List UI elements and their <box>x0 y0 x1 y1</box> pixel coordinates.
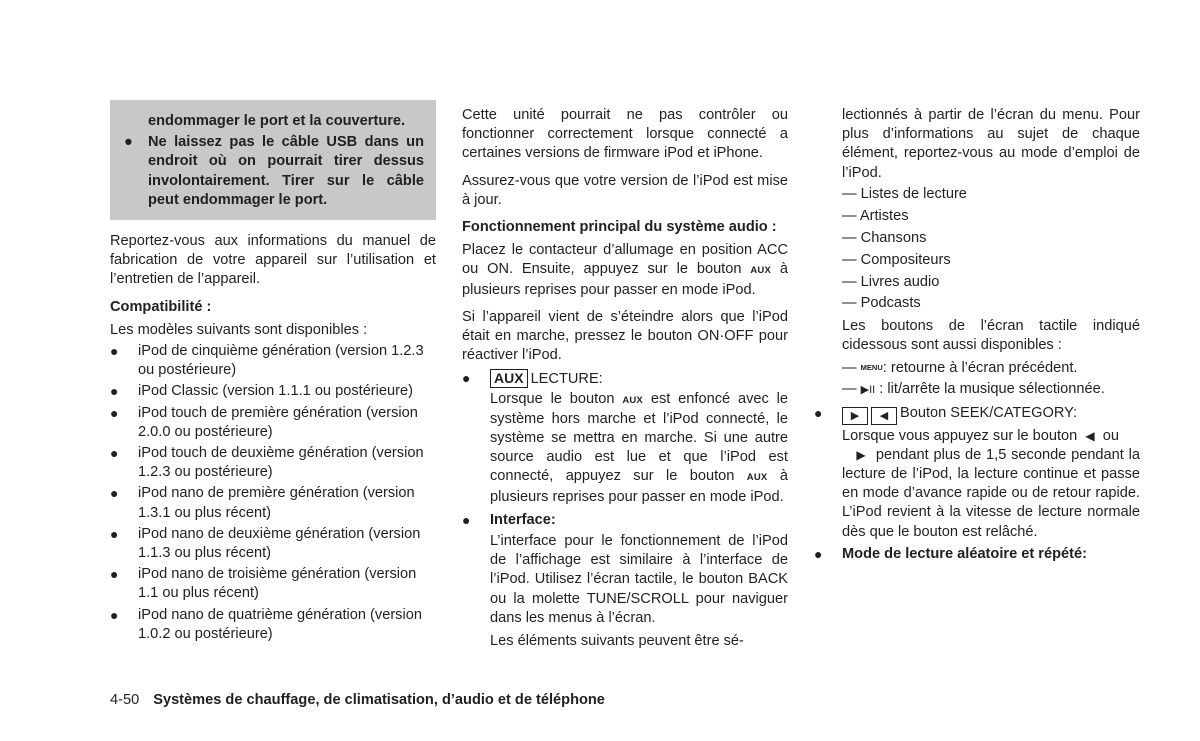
model-text: iPod nano de deuxième génération (version 1.1.3 ou plus récent) <box>138 525 421 562</box>
aux-icon: AUX <box>746 472 768 484</box>
lecture-text <box>462 390 788 507</box>
bullet-icon: ● <box>110 343 119 360</box>
ignition-text-b: à plusieurs reprises pour passer en mode iPod. <box>462 261 788 298</box>
compat-intro: Les modèles suivants sont disponibles : <box>110 321 368 338</box>
interface-item <box>462 511 788 530</box>
play-pause-icon: ▶II <box>860 384 876 397</box>
dash-icon: — <box>842 186 857 203</box>
bullet-icon: ● <box>110 404 119 421</box>
menu-item-text: Podcasts <box>860 295 921 312</box>
lecture-text-c: à plusieurs reprises pour passer en mode iPod. <box>490 468 789 505</box>
aux-icon: AUX <box>622 394 643 406</box>
menu-paragraph: lectionnés à partir de l’écran du menu. Pour plus d’informations au sujet de chaque élément, reportez-vous au mode d’emploi de l’iPod. <box>842 107 1140 181</box>
right-arrow-icon: ▶ <box>856 447 867 462</box>
page-number: 4-50 <box>110 692 140 708</box>
model-text: iPod touch de première génération (version 2.0.0 ou postérieure) <box>138 404 418 440</box>
play-button-line <box>814 380 1140 400</box>
audio-heading: Fonctionnement principal du système audio : <box>462 219 777 236</box>
dash-icon: — <box>842 230 857 246</box>
dash-icon: — <box>842 295 857 312</box>
list-item <box>842 229 1140 248</box>
seek-label: Bouton SEEK/CATEGORY: <box>900 404 1078 421</box>
seek-item <box>814 404 1140 425</box>
compat-heading: Compatibilité : <box>110 298 212 315</box>
column-3 <box>814 106 1140 564</box>
bullet-icon: ● <box>110 606 119 623</box>
menu-button-text: : retourne à l’écran précédent. <box>882 359 1078 376</box>
column-2 <box>462 106 788 651</box>
model-text: iPod nano de troisième génération (version 1.1 ou plus récent) <box>138 566 417 602</box>
warning-continuation: endommager le port et la couverture. <box>148 113 406 129</box>
model-text: iPod nano de première génération (version 1.3.1 ou plus récent) <box>138 485 415 521</box>
update-paragraph: Assurez-vous que votre version de l’iPod est mise à jour. <box>462 172 788 208</box>
seek-text-a: Lorsque vous appuyez sur le bouton <box>842 427 1078 444</box>
bullet-icon: ● <box>110 445 119 462</box>
menu-list <box>814 185 1140 313</box>
interface-heading: Interface: <box>490 511 556 528</box>
model-list <box>110 342 436 644</box>
bullet-icon: ● <box>462 511 471 528</box>
menu-item-text: Compositeurs <box>860 251 951 268</box>
seek-text-b: pendant plus de 1,5 seconde pendant la lecture de l’iPod, la lecture continue et passe en mode d’avance rapide ou de retour rapide. L’iPod revient à la vitesse de lecture normale dès que le bouton est relâché. <box>842 446 1140 540</box>
seek-text <box>814 427 1140 542</box>
bullet-icon: ● <box>814 545 823 562</box>
interface-text: L’interface pour le fonctionnement de l’iPod de l’affichage est similaire à l’interface de l’iPod. Utilisez l’écran tactile, le bouton BACK ou la molette TUNE/SCROLL pour naviguer dans les menus à l’écran. <box>490 533 788 626</box>
lecture-item <box>462 369 788 389</box>
menu-item-text: Artistes <box>859 208 909 225</box>
random-item <box>814 545 1140 564</box>
list-item <box>110 444 436 482</box>
seek-ou: ou <box>1102 427 1119 444</box>
menu-item-text: Chansons <box>860 230 927 246</box>
column-1 <box>110 100 436 644</box>
list-item <box>842 294 1140 313</box>
list-item <box>110 342 436 380</box>
model-text: iPod Classic (version 1.1.1 ou postérieure) <box>138 383 413 400</box>
bullet-icon: ● <box>814 404 823 421</box>
bullet-icon: ● <box>110 525 119 542</box>
lecture-text-a: Lorsque le bouton <box>490 390 615 407</box>
warning-box <box>110 100 436 220</box>
left-arrow-icon: ◀ <box>1085 428 1095 443</box>
seek-forward-icon: ▶ <box>842 407 868 425</box>
menu-button-line <box>814 358 1140 378</box>
firmware-paragraph: Cette unité pourrait ne pas contrôler ou fonctionner correctement lorsque connecté a certaines versions de firmware iPod et iPhone. <box>462 107 788 162</box>
touch-intro: Les boutons de l’écran tactile indiqué cidessous sont aussi disponibles : <box>842 317 1140 353</box>
model-text: iPod touch de deuxième génération (version 1.2.3 ou postérieure) <box>138 445 424 481</box>
list-item <box>110 382 436 401</box>
dash-icon: — <box>842 381 857 398</box>
reactivate-paragraph: Si l’appareil vient de s’éteindre alors que l’iPod était en marche, pressez le bouton ON·OFF pour réactiver l’iPod. <box>462 308 788 364</box>
dash-icon: — <box>842 359 857 376</box>
dash-icon: — <box>842 251 857 268</box>
footer-title: Systèmes de chauffage, de climatisation, d’audio et de téléphone <box>153 692 605 708</box>
menu-item-text: Listes de lecture <box>860 186 967 203</box>
aux-button-icon: AUX <box>490 369 528 388</box>
bullet-icon: ● <box>124 134 133 151</box>
dash-icon: — <box>842 273 857 290</box>
list-item <box>842 273 1140 292</box>
play-button-text: : lit/arrête la musique sélectionnée. <box>879 381 1105 398</box>
list-item <box>842 207 1140 226</box>
warning-bullet <box>122 133 424 210</box>
menu-item-text: Livres audio <box>860 273 940 290</box>
model-text: iPod de cinquième génération (version 1.2.3 ou postérieure) <box>138 343 424 379</box>
list-item <box>110 606 436 644</box>
warning-bullet-text: Ne laissez pas le câble USB dans un endroit où on pourrait tirer dessus involontairement. Tirer sur le câble peut endommager le port. <box>148 134 424 208</box>
model-text: iPod nano de quatrième génération (version 1.0.2 ou postérieure) <box>138 606 422 642</box>
ignition-text-a: Placez le contacteur d’allumage en position ACC ou ON. Ensuite, appuyez sur le bouton <box>462 242 788 278</box>
dash-icon: — <box>842 208 857 225</box>
list-item <box>842 185 1140 204</box>
ignition-paragraph <box>462 241 788 300</box>
list-item <box>110 525 436 563</box>
page-footer <box>110 692 605 708</box>
bullet-icon: ● <box>110 566 119 583</box>
bullet-icon: ● <box>110 383 119 400</box>
aux-icon: AUX <box>750 265 772 277</box>
intro-paragraph: Reportez-vous aux informations du manuel de fabrication de votre appareil sur l’utilisation et l’entretien de l’appareil. <box>110 233 436 288</box>
list-item <box>842 251 1140 270</box>
elements-text: Les éléments suivants peuvent être sé- <box>490 633 744 650</box>
bullet-icon: ● <box>110 485 119 502</box>
seek-back-icon: ◀ <box>871 407 897 425</box>
bullet-icon: ● <box>462 370 471 387</box>
list-item <box>110 404 436 442</box>
list-item <box>110 484 436 522</box>
lecture-label: LECTURE: <box>530 371 603 388</box>
list-item <box>110 565 436 603</box>
lecture-text-b: est enfoncé avec le système hors marche et l’iPod connecté, le système se mettra en marche. Si une autre source audio est lue et que l’iPod est connecté, appuyez sur le bouton <box>490 390 788 485</box>
random-heading: Mode de lecture aléatoire et répété: <box>842 545 1087 562</box>
menu-icon: MENU <box>860 362 883 372</box>
